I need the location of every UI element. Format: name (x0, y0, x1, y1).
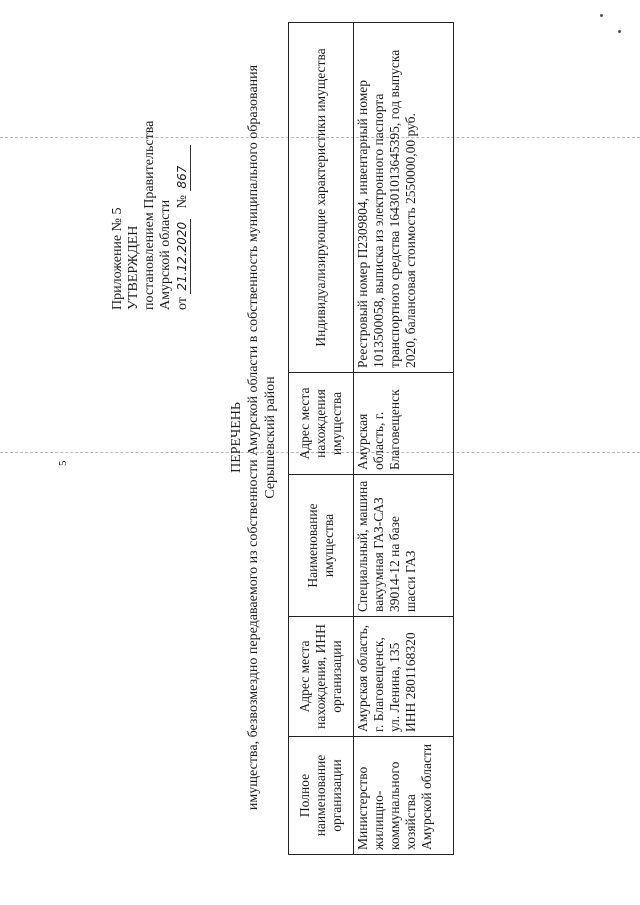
number-prefix: № (175, 194, 190, 209)
header-property-address: Адрес места нахождения имущества (289, 373, 354, 475)
table-header-row (289, 23, 354, 855)
table-row (354, 23, 454, 855)
cell-org-name: Министерство жилищно-коммунального хозяйства Амурской области (354, 737, 454, 855)
title-line-2: Серышевский район (263, 376, 278, 499)
appendix-label: Приложение № 5 (110, 207, 125, 310)
title-line-1: имущества, безвозмездно передаваемого из собственности Амурской области в собственность муниципального образования (246, 64, 261, 811)
resolution-label: постановлением Правительства (142, 120, 157, 310)
cell-property-name: Специальный, машина вакуумная ГАЗ-САЗ 39014-12 на базе шасси ГАЗ (354, 475, 454, 617)
property-table (288, 22, 454, 855)
approved-label: УТВЕРЖДЕН (126, 225, 141, 310)
title-heading: ПЕРЕЧЕНЬ (229, 402, 244, 473)
cell-characteristics: Реестровый номер П2309804, инвентарный номер 1013500058, выписка из электронного паспорта транспортного средства 164301013645395, год выпуска 2020, балансовая стоимость 2550000,00 руб. (354, 23, 454, 373)
page-number: 5 (57, 460, 69, 466)
region-label: Амурской области (158, 199, 173, 310)
date-handwritten: 21.12.2020 (174, 219, 191, 294)
header-org-address: Адрес места нахождения, ИНН организации (289, 617, 354, 737)
header-property-name: Наименование имущества (289, 475, 354, 617)
date-prefix: от (175, 297, 190, 310)
number-handwritten: 867 (174, 145, 191, 191)
date-number-line (174, 121, 191, 310)
header-characteristics: Индивидуализирующие характеристики имущества (289, 23, 354, 373)
cell-org-address: Амурская область, г. Благовещенск, ул. Ленина, 135 ИНН 2801168320 (354, 617, 454, 737)
document-title (228, 5, 279, 870)
document-page (110, 5, 630, 870)
cell-property-address: Амурская область, г. Благовещенск (354, 373, 454, 475)
header-org-name: Полное наименование организации (289, 737, 354, 855)
approval-block (110, 121, 191, 310)
